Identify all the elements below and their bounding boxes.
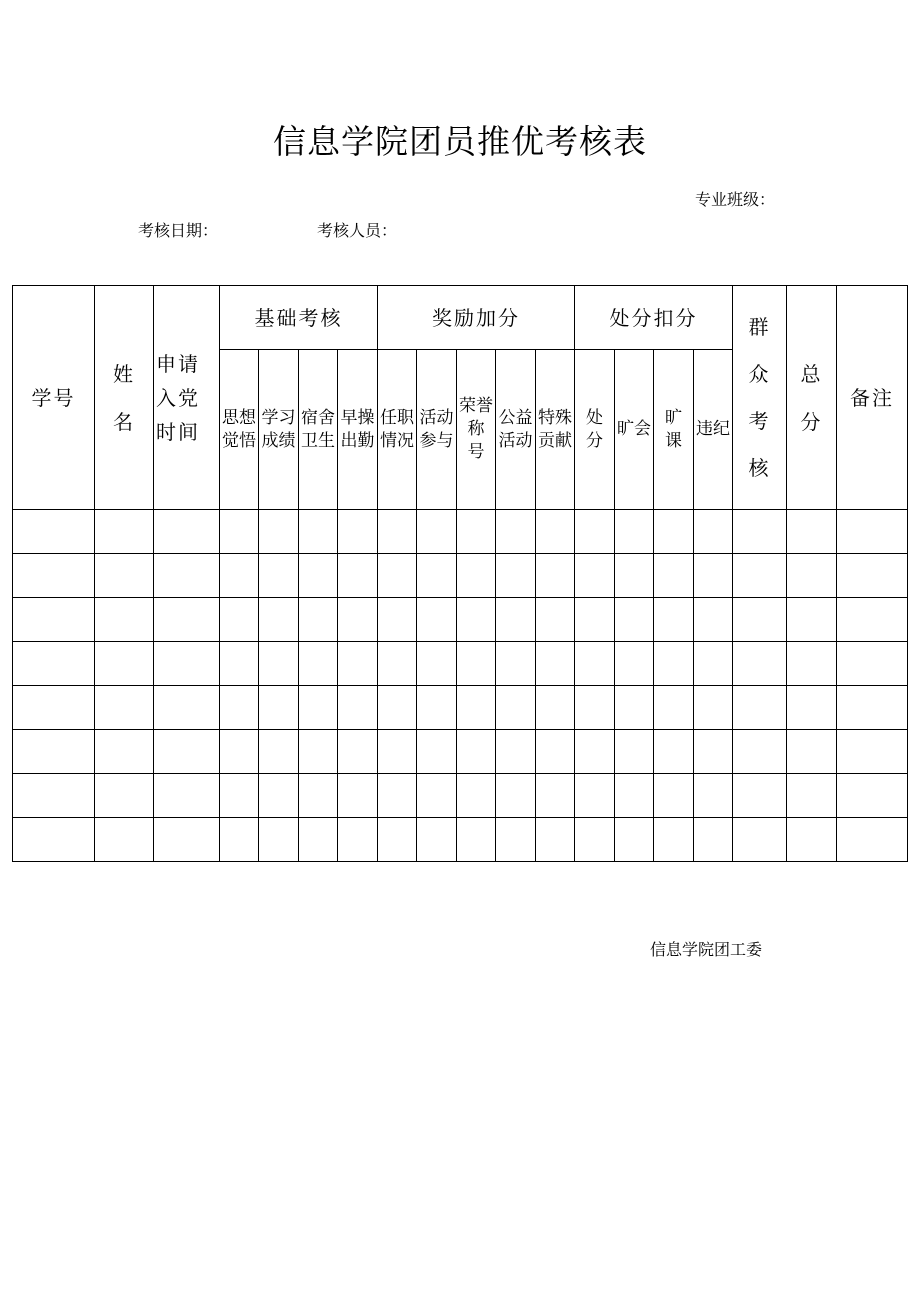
- table-row: [13, 642, 908, 686]
- table-cell[interactable]: [536, 818, 575, 862]
- table-cell[interactable]: [220, 774, 259, 818]
- header-position: 任职 情况: [378, 350, 417, 510]
- table-cell[interactable]: [259, 686, 299, 730]
- table-cell[interactable]: [95, 510, 154, 554]
- table-cell[interactable]: [95, 642, 154, 686]
- table-cell[interactable]: [654, 642, 694, 686]
- table-cell[interactable]: [95, 818, 154, 862]
- table-cell[interactable]: [787, 554, 837, 598]
- table-cell[interactable]: [338, 730, 378, 774]
- table-cell[interactable]: [694, 510, 733, 554]
- table-cell[interactable]: [154, 818, 220, 862]
- table-cell[interactable]: [496, 510, 536, 554]
- table-cell[interactable]: [154, 642, 220, 686]
- table-cell[interactable]: [378, 510, 417, 554]
- table-cell[interactable]: [338, 686, 378, 730]
- table-cell[interactable]: [299, 730, 338, 774]
- table-cell[interactable]: [694, 642, 733, 686]
- table-cell[interactable]: [417, 686, 457, 730]
- header-total: 总 分: [787, 286, 837, 510]
- table-cell[interactable]: [417, 554, 457, 598]
- table-cell[interactable]: [378, 554, 417, 598]
- table-cell[interactable]: [654, 554, 694, 598]
- table-cell[interactable]: [787, 642, 837, 686]
- table-cell[interactable]: [694, 730, 733, 774]
- table-cell[interactable]: [417, 510, 457, 554]
- table-cell[interactable]: [457, 598, 496, 642]
- table-cell[interactable]: [220, 598, 259, 642]
- page-title: 信息学院团员推优考核表: [273, 122, 647, 161]
- major-class-label: 专业班级：: [695, 190, 776, 209]
- examiner-label: 考核人员：: [317, 221, 398, 240]
- table-cell[interactable]: [496, 730, 536, 774]
- table-cell[interactable]: [615, 554, 654, 598]
- table-cell[interactable]: [536, 554, 575, 598]
- table-cell[interactable]: [259, 730, 299, 774]
- table-cell[interactable]: [417, 818, 457, 862]
- table-cell[interactable]: [837, 774, 908, 818]
- header-remark: 备注: [837, 286, 908, 510]
- table-cell[interactable]: [154, 686, 220, 730]
- table-cell[interactable]: [837, 510, 908, 554]
- table-cell[interactable]: [457, 642, 496, 686]
- table-cell[interactable]: [733, 598, 787, 642]
- table-cell[interactable]: [615, 598, 654, 642]
- table-cell[interactable]: [787, 774, 837, 818]
- table-cell[interactable]: [837, 730, 908, 774]
- table-cell[interactable]: [457, 510, 496, 554]
- header-apply-time: 申请 入党 时间: [154, 286, 220, 510]
- header-morning-exercise: 早操 出勤: [338, 350, 378, 510]
- table-cell[interactable]: [837, 818, 908, 862]
- header-reward-group: 奖励加分: [378, 286, 575, 350]
- table-cell[interactable]: [575, 554, 615, 598]
- table-cell[interactable]: [220, 642, 259, 686]
- table-cell[interactable]: [13, 510, 95, 554]
- table-row: [13, 554, 908, 598]
- table-cell[interactable]: [378, 598, 417, 642]
- header-honor-title: 荣誉 称 号: [457, 350, 496, 510]
- table-cell[interactable]: [733, 730, 787, 774]
- table-cell[interactable]: [299, 598, 338, 642]
- header-penalty-group: 处分扣分: [575, 286, 733, 350]
- table-cell[interactable]: [378, 730, 417, 774]
- table-cell[interactable]: [787, 818, 837, 862]
- table-cell[interactable]: [338, 554, 378, 598]
- table-cell[interactable]: [787, 730, 837, 774]
- exam-date-label: 考核日期：: [138, 221, 219, 240]
- table-cell[interactable]: [837, 554, 908, 598]
- table-cell[interactable]: [378, 818, 417, 862]
- table-cell[interactable]: [694, 554, 733, 598]
- table-cell[interactable]: [733, 642, 787, 686]
- table-cell[interactable]: [417, 730, 457, 774]
- table-cell[interactable]: [220, 510, 259, 554]
- table-cell[interactable]: [654, 510, 694, 554]
- header-ideology: 思想 觉悟: [220, 350, 259, 510]
- table-cell[interactable]: [13, 554, 95, 598]
- table-cell[interactable]: [536, 598, 575, 642]
- table-cell[interactable]: [378, 774, 417, 818]
- header-public-review: 群 众 考 核: [733, 286, 787, 510]
- table-cell[interactable]: [457, 730, 496, 774]
- header-absent-class: 旷 课: [654, 350, 694, 510]
- table-cell[interactable]: [536, 510, 575, 554]
- table-cell[interactable]: [575, 730, 615, 774]
- table-cell[interactable]: [496, 818, 536, 862]
- table-cell[interactable]: [95, 686, 154, 730]
- table-cell[interactable]: [299, 554, 338, 598]
- table-cell[interactable]: [615, 510, 654, 554]
- table-cell[interactable]: [837, 686, 908, 730]
- table-cell[interactable]: [299, 818, 338, 862]
- table-cell[interactable]: [338, 510, 378, 554]
- table-cell[interactable]: [154, 510, 220, 554]
- table-cell[interactable]: [733, 554, 787, 598]
- table-cell[interactable]: [13, 818, 95, 862]
- table-cell[interactable]: [457, 774, 496, 818]
- table-cell[interactable]: [95, 598, 154, 642]
- table-cell[interactable]: [95, 774, 154, 818]
- header-study-grades: 学习 成绩: [259, 350, 299, 510]
- table-cell[interactable]: [575, 642, 615, 686]
- table-cell[interactable]: [13, 598, 95, 642]
- table-row: [13, 818, 908, 862]
- table-cell[interactable]: [457, 554, 496, 598]
- table-cell[interactable]: [259, 774, 299, 818]
- table-cell[interactable]: [536, 774, 575, 818]
- header-activity-participation: 活动 参与: [417, 350, 457, 510]
- table-cell[interactable]: [536, 686, 575, 730]
- table-cell[interactable]: [457, 818, 496, 862]
- table-cell[interactable]: [154, 774, 220, 818]
- table-cell[interactable]: [837, 642, 908, 686]
- table-row: [13, 730, 908, 774]
- table-cell[interactable]: [575, 774, 615, 818]
- table-cell[interactable]: [220, 554, 259, 598]
- table-cell[interactable]: [378, 642, 417, 686]
- table-cell[interactable]: [220, 686, 259, 730]
- table-cell[interactable]: [654, 818, 694, 862]
- table-cell[interactable]: [496, 642, 536, 686]
- table-row: [13, 598, 908, 642]
- header-violation: 违纪: [694, 350, 733, 510]
- header-public-welfare: 公益 活动: [496, 350, 536, 510]
- table-cell[interactable]: [299, 642, 338, 686]
- table-cell[interactable]: [259, 818, 299, 862]
- header-disciplinary-action: 处 分: [575, 350, 615, 510]
- header-dorm-hygiene: 宿舍 卫生: [299, 350, 338, 510]
- header-student-id: 学号: [13, 286, 95, 510]
- table-cell[interactable]: [154, 730, 220, 774]
- table-cell[interactable]: [13, 730, 95, 774]
- table-cell[interactable]: [496, 686, 536, 730]
- table-cell[interactable]: [615, 730, 654, 774]
- table-cell[interactable]: [536, 642, 575, 686]
- table-cell[interactable]: [220, 730, 259, 774]
- table-cell[interactable]: [259, 642, 299, 686]
- table-cell[interactable]: [694, 598, 733, 642]
- table-cell[interactable]: [338, 642, 378, 686]
- table-cell[interactable]: [95, 730, 154, 774]
- header-absent-meeting: 旷会: [615, 350, 654, 510]
- table-cell[interactable]: [13, 686, 95, 730]
- table-cell[interactable]: [259, 510, 299, 554]
- table-cell[interactable]: [299, 774, 338, 818]
- table-row: [13, 686, 908, 730]
- table-cell[interactable]: [787, 510, 837, 554]
- evaluation-table: [12, 285, 908, 862]
- table-cell[interactable]: [338, 818, 378, 862]
- table-cell[interactable]: [13, 642, 95, 686]
- table-cell[interactable]: [787, 598, 837, 642]
- table-cell[interactable]: [694, 686, 733, 730]
- header-name: 姓 名: [95, 286, 154, 510]
- table-row: [13, 510, 908, 554]
- table-cell[interactable]: [299, 510, 338, 554]
- table-cell[interactable]: [378, 686, 417, 730]
- table-cell[interactable]: [417, 642, 457, 686]
- table-row: [13, 774, 908, 818]
- table-cell[interactable]: [417, 598, 457, 642]
- table-cell[interactable]: [536, 730, 575, 774]
- table-cell[interactable]: [338, 774, 378, 818]
- table-cell[interactable]: [299, 686, 338, 730]
- header-special-contribution: 特殊 贡献: [536, 350, 575, 510]
- table-cell[interactable]: [837, 598, 908, 642]
- table-cell[interactable]: [654, 730, 694, 774]
- table-cell[interactable]: [95, 554, 154, 598]
- table-cell[interactable]: [259, 598, 299, 642]
- table-cell[interactable]: [457, 686, 496, 730]
- table-cell[interactable]: [417, 774, 457, 818]
- table-cell[interactable]: [154, 554, 220, 598]
- table-cell[interactable]: [615, 774, 654, 818]
- table-cell[interactable]: [575, 510, 615, 554]
- table-cell[interactable]: [496, 774, 536, 818]
- table-cell[interactable]: [694, 818, 733, 862]
- table-cell[interactable]: [787, 686, 837, 730]
- table-cell[interactable]: [654, 774, 694, 818]
- table-cell[interactable]: [615, 642, 654, 686]
- table-cell[interactable]: [13, 774, 95, 818]
- table-cell[interactable]: [575, 686, 615, 730]
- header-basic-group: 基础考核: [220, 286, 378, 350]
- table-cell[interactable]: [496, 598, 536, 642]
- table-cell[interactable]: [733, 686, 787, 730]
- table-cell[interactable]: [654, 686, 694, 730]
- table-cell[interactable]: [694, 774, 733, 818]
- table-cell[interactable]: [733, 510, 787, 554]
- table-cell[interactable]: [338, 598, 378, 642]
- table-cell[interactable]: [259, 554, 299, 598]
- table-cell[interactable]: [615, 686, 654, 730]
- table-cell[interactable]: [575, 598, 615, 642]
- table-cell[interactable]: [496, 554, 536, 598]
- table-cell[interactable]: [575, 818, 615, 862]
- table-cell[interactable]: [733, 818, 787, 862]
- issuing-organization: 信息学院团工委: [650, 940, 763, 959]
- table-cell[interactable]: [615, 818, 654, 862]
- table-cell[interactable]: [654, 598, 694, 642]
- table-cell[interactable]: [154, 598, 220, 642]
- table-cell[interactable]: [733, 774, 787, 818]
- table-cell[interactable]: [220, 818, 259, 862]
